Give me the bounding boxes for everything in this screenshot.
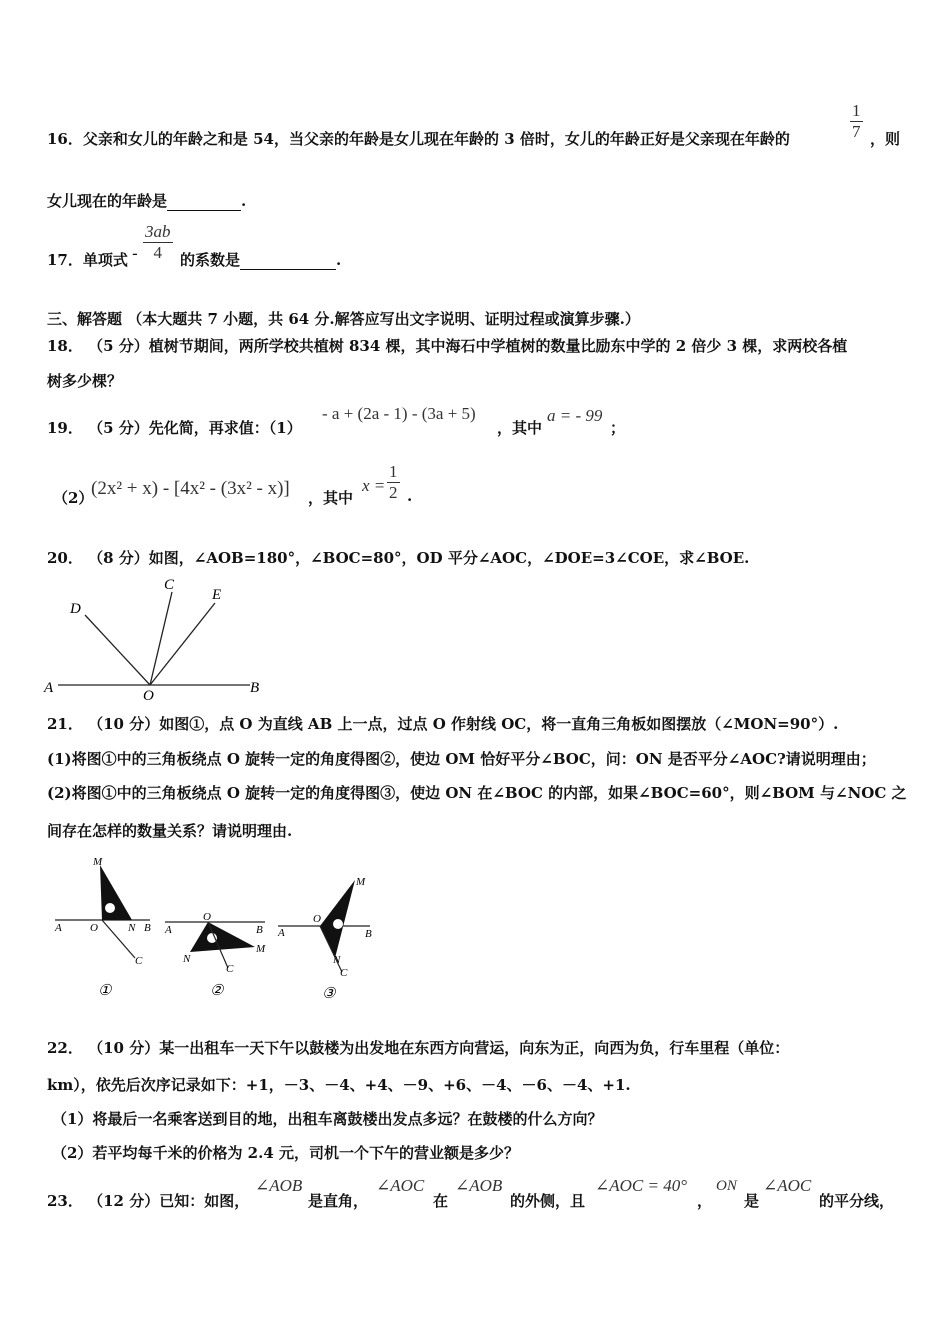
q23-t2: 在 xyxy=(433,1192,449,1210)
q21-line1: 21． （10 分）如图①，点 O 为直线 AB 上一点，过点 O 作射线 OC，将一直角三角板如图摆放（∠MON=90°）. xyxy=(47,715,839,733)
q19-mid1: ，其中 xyxy=(497,419,543,437)
q23-t3: 的外侧，且 xyxy=(510,1192,586,1210)
q16-line1-end: ，则 xyxy=(870,130,901,148)
q19-line1 xyxy=(47,417,302,438)
q18-line2: 树多少棵？ xyxy=(47,372,123,390)
q16-answer-blank[interactable] xyxy=(167,192,241,211)
q23-m5: ON xyxy=(716,1178,737,1194)
section3-title: 三、解答题 （本大题共 7 小题，共 64 分.解答应写出文字说明、证明过程或演算步骤.） xyxy=(47,310,640,328)
label-d: D xyxy=(70,601,81,617)
svg-text:M: M xyxy=(93,856,103,868)
svg-text:O: O xyxy=(203,911,211,923)
q17-mid: 的系数是 xyxy=(180,251,241,269)
q19-end2: . xyxy=(407,487,413,505)
label-o: O xyxy=(143,688,154,700)
q17-frac-den: 4 xyxy=(153,243,162,262)
q23-m3: ∠AOB xyxy=(455,1176,503,1195)
q17-line xyxy=(47,249,128,270)
q19-cond2-num: 1 xyxy=(389,462,398,481)
svg-text:O: O xyxy=(90,922,98,934)
svg-text:③: ③ xyxy=(322,986,336,1002)
q23-m1: ∠AOB xyxy=(255,1176,303,1195)
ray-od xyxy=(85,615,150,685)
q22-line3: （1）将最后一名乘客送到目的地，出租车离鼓楼出发点多远？在鼓楼的什么方向？ xyxy=(52,1110,603,1128)
svg-text:A: A xyxy=(55,922,62,934)
svg-text:N: N xyxy=(333,954,341,966)
label-e: E xyxy=(212,587,222,603)
svg-text:N: N xyxy=(183,953,191,965)
q17-rest xyxy=(180,249,341,270)
q16-frac-den: 7 xyxy=(852,122,861,141)
q17-end: . xyxy=(336,251,342,269)
svg-text:M: M xyxy=(256,943,266,955)
svg-text:①: ① xyxy=(98,983,112,999)
q21-line4: 间存在怎样的数量关系？请说明理由. xyxy=(47,822,293,840)
q23-m4: ∠AOC = 40° xyxy=(595,1176,688,1195)
svg-text:O: O xyxy=(313,913,321,925)
q23-t4: ， xyxy=(697,1192,713,1210)
q21-fig3 xyxy=(277,876,372,1002)
q19-expr1: - a + (2a - 1) - (3a + 5) xyxy=(322,404,476,423)
q16-line2-end: . xyxy=(241,192,247,210)
q19-prefix: 19． （5 分）先化简，再求值：（1） xyxy=(47,419,302,437)
q22-line4: （2）若平均每千米的价格为 2.4 元，司机一个下午的营业额是多少？ xyxy=(52,1144,519,1162)
q16-text: 16．父亲和女儿的年龄之和是 54，当父亲的年龄是女儿现在年龄的 3 倍时，女儿的年龄正好是父亲现在年龄的 xyxy=(47,130,790,148)
q19-end1: ； xyxy=(610,419,626,437)
q21-line2: (1)将图①中的三角板绕点 O 旋转一定的角度得图②，使边 OM 恰好平分∠BOC，问：ON 是否平分∠AOC?请说明理由； xyxy=(47,750,876,768)
svg-text:A: A xyxy=(165,924,172,936)
svg-text:N: N xyxy=(128,922,136,934)
q19-cond2-lhs: x = xyxy=(362,476,386,495)
q19-expr2: (2x² + x) - [4x² - (3x² - x)] xyxy=(91,478,290,499)
q18-line1: 18． （5 分）植树节期间，两所学校共植树 834 棵，其中海石中学植树的数量比励东中学的 2 倍少 3 棵，求两校各植 xyxy=(47,337,848,355)
q17-fraction xyxy=(143,222,173,263)
q22-line2: km），依先后次序记录如下：+1，－3、－4、+4、－9、+6、－4、－6、－4、+1. xyxy=(47,1076,631,1094)
q23-t6: 的平分线， xyxy=(819,1192,895,1210)
q17-prefix: 17．单项式 xyxy=(47,251,128,269)
svg-text:C: C xyxy=(340,967,348,979)
svg-text:B: B xyxy=(256,924,263,936)
q23-t1: 是直角， xyxy=(308,1192,369,1210)
svg-text:B: B xyxy=(365,928,372,940)
label-c: C xyxy=(164,577,175,593)
q19-cond2-den: 2 xyxy=(389,483,398,502)
svg-text:A: A xyxy=(278,927,285,939)
svg-text:B: B xyxy=(144,922,151,934)
q16-fraction xyxy=(850,101,863,142)
q16-line1 xyxy=(47,128,790,149)
q17-frac-num: 3ab xyxy=(145,222,171,241)
q17-sign: - xyxy=(132,244,138,264)
svg-text:C: C xyxy=(226,963,234,975)
q21-fig2 xyxy=(164,911,266,999)
q21-fig1 xyxy=(54,856,151,999)
svg-text:C: C xyxy=(135,955,143,967)
q17-answer-blank[interactable] xyxy=(240,251,336,270)
q19-cond2-frac xyxy=(387,462,400,503)
q19-prefix2: （2） xyxy=(53,489,94,507)
q16-line2 xyxy=(47,190,246,211)
q23-prefix: 23． （12 分）已知：如图， xyxy=(47,1192,250,1210)
q19-mid2: ，其中 xyxy=(308,489,354,507)
label-a: A xyxy=(44,680,54,696)
q16-frac-num: 1 xyxy=(852,101,861,120)
q22-line1: 22． （10 分）某一出租车一天下午以鼓楼为出发地在东西方向营运，向东为正，向西为负，行车里程（单位： xyxy=(47,1039,790,1057)
q20-figure xyxy=(40,575,280,700)
q23-t5: 是 xyxy=(744,1192,760,1210)
q23-m6: ∠AOC xyxy=(763,1176,812,1195)
q23-m2: ∠AOC xyxy=(376,1176,425,1195)
svg-text:M: M xyxy=(356,876,366,888)
label-b: B xyxy=(250,680,260,696)
q21-line3: (2)将图①中的三角板绕点 O 旋转一定的角度得图③，使边 ON 在∠BOC 的内部，如果∠BOC=60°，则∠BOM 与∠NOC 之 xyxy=(47,784,907,802)
svg-text:②: ② xyxy=(210,983,224,999)
q20-text: 20． （8 分）如图，∠AOB=180°，∠BOC=80°，OD 平分∠AOC，∠DOE=3∠COE，求∠BOE. xyxy=(47,549,750,567)
q19-cond1: a = - 99 xyxy=(547,406,603,425)
q21-figures xyxy=(50,850,390,1005)
q16-line2-text: 女儿现在的年龄是 xyxy=(47,192,168,210)
